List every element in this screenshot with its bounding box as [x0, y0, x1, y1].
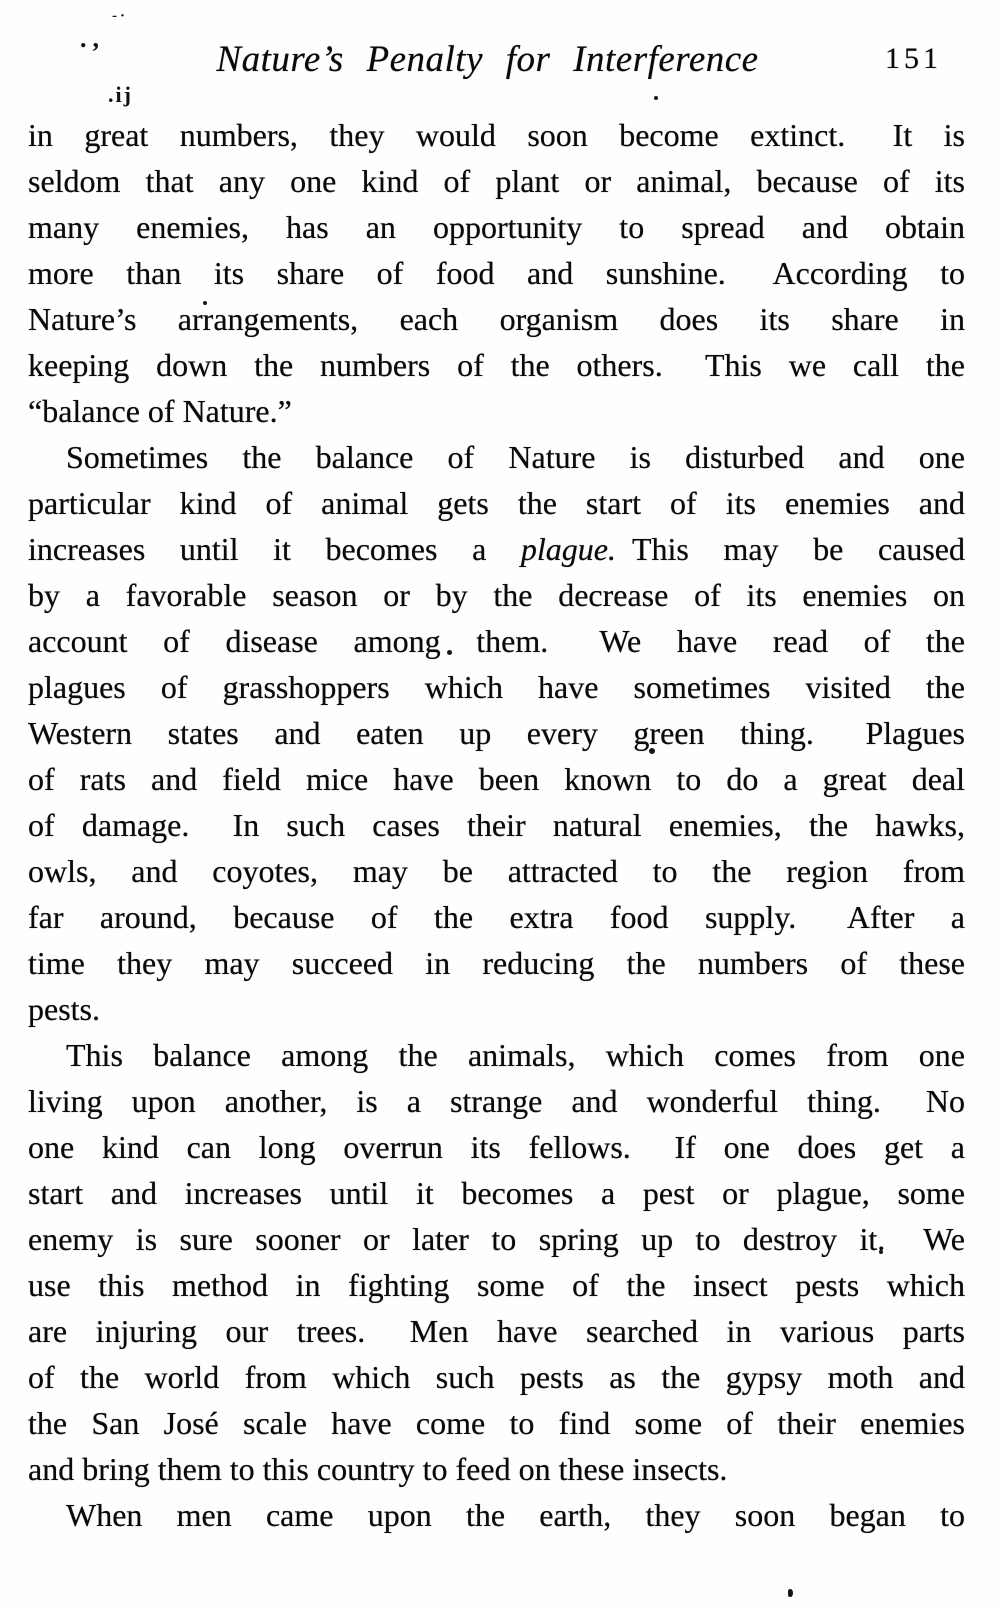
text-line: are injuring our trees. Men have searched in various parts [28, 1313, 965, 1349]
text-line: far around, because of the extra food supply. After a [28, 899, 965, 935]
text-line: pests. [28, 991, 100, 1027]
text-line: use this method in fighting some of the insect pests which [28, 1267, 965, 1303]
text-line: keeping down the numbers of the others. This we call the [28, 347, 965, 383]
text-line: “balance of Nature.” [28, 393, 292, 429]
text-line: Sometimes the balance of Nature is disturbed and one [66, 439, 965, 475]
paragraph-4 [28, 1492, 965, 1538]
text-line: of the world from which such pests as the gypsy moth and [28, 1359, 965, 1395]
page-body [28, 112, 965, 1538]
text-line: many enemies, has an opportunity to spread and obtain [28, 209, 965, 245]
text-line: When men came upon the earth, they soon began to [66, 1497, 965, 1533]
text-line: and bring them to this country to feed on these insects. [28, 1451, 728, 1487]
text-segment: This may be caused [615, 531, 966, 567]
page-header [0, 38, 1000, 98]
text-line: more than its share of food and sunshine. According to [28, 255, 965, 291]
text-line: This balance among the animals, which comes from one [66, 1037, 965, 1073]
running-title: Nature’s Penalty for Interference [216, 39, 759, 80]
text-line: particular kind of animal gets the start of its enemies and [28, 485, 965, 521]
text-line: seldom that any one kind of plant or animal, because of its [28, 163, 965, 199]
scan-speck [788, 1589, 793, 1597]
text-line: the San José scale have come to find some of their enemies [28, 1405, 965, 1441]
paragraph-3 [28, 1032, 965, 1492]
paragraph-1 [28, 112, 965, 434]
text-line: Western states and eaten up every green thing. Plagues [28, 715, 965, 751]
text-line [28, 526, 965, 572]
text-line: by a favorable season or by the decrease of its enemies on [28, 577, 965, 613]
text-line: owls, and coyotes, may be attracted to the region from [28, 853, 965, 889]
scan-mark-ij: .ij [108, 82, 133, 107]
text-line: time they may succeed in reducing the numbers of these [28, 945, 965, 981]
text-line: start and increases until it becomes a pest or plague, some [28, 1175, 965, 1211]
page-number: 151 [885, 42, 942, 75]
text-segment: increases until it becomes a [28, 531, 521, 567]
text-line: in great numbers, they would soon become extinct. It is [28, 117, 965, 153]
italic-word-plague: plague. [520, 531, 616, 567]
text-line: of damage. In such cases their natural enemies, the hawks, [28, 807, 965, 843]
text-line: enemy is sure sooner or later to spring up to destroy it. We [28, 1221, 965, 1257]
scan-mark-comma: ., [80, 24, 105, 53]
text-line: one kind can long overrun its fellows. If one does get a [28, 1129, 965, 1165]
text-line: living upon another, is a strange and wonderful thing. No [28, 1083, 965, 1119]
scan-mark-dashes: ‐· [112, 8, 128, 24]
text-line: Nature’s arrangements, each organism does its share in [28, 301, 965, 337]
paragraph-2 [28, 434, 965, 1032]
text-line: of rats and field mice have been known to do a great deal [28, 761, 965, 797]
text-line: plagues of grasshoppers which have sometimes visited the [28, 669, 965, 705]
text-line: account of disease among them. We have read of the [28, 623, 965, 659]
